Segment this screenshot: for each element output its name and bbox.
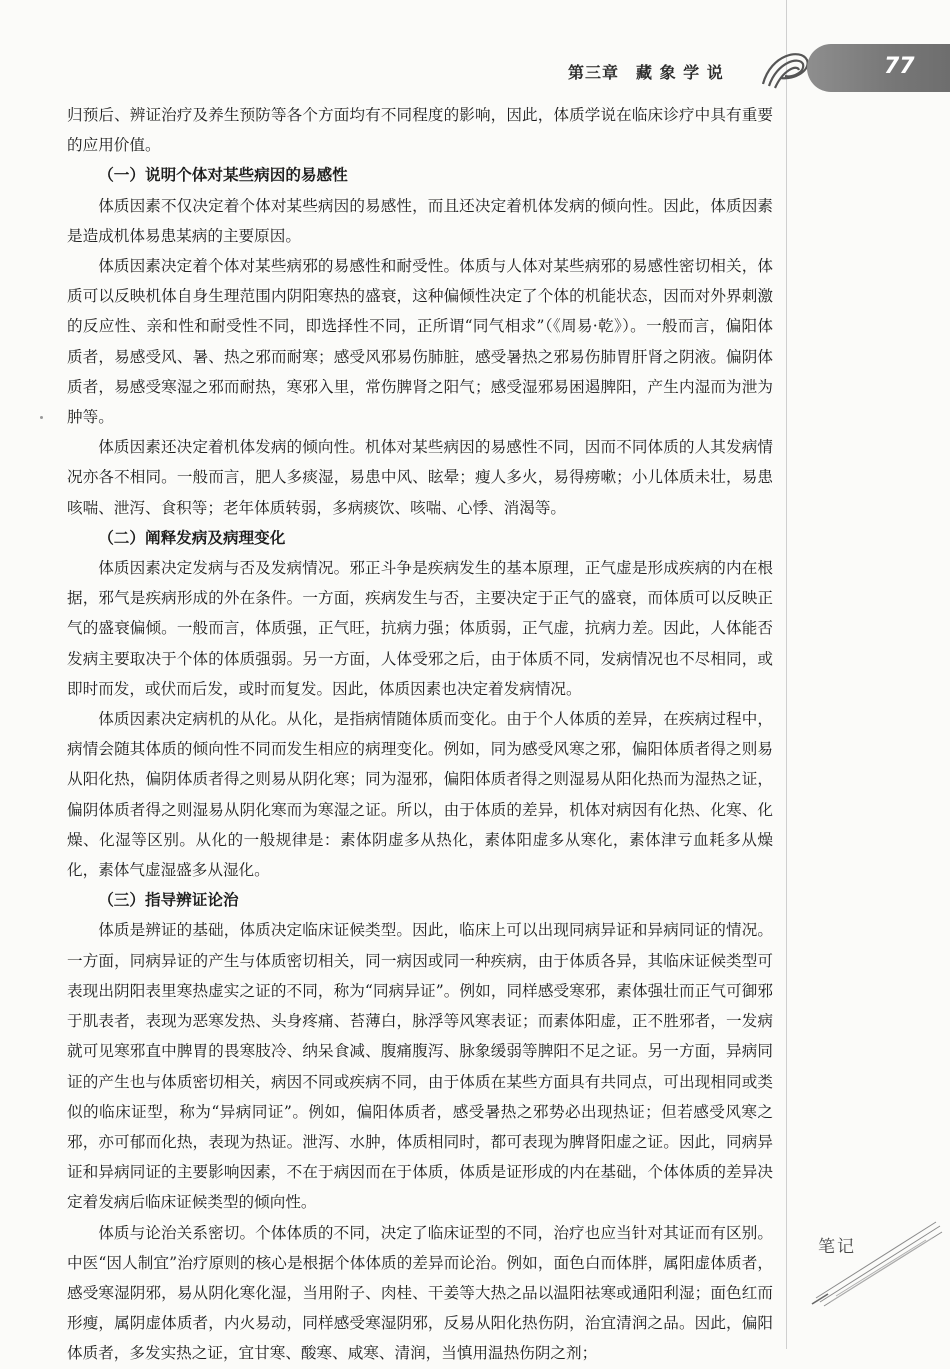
paragraph: 体质因素决定病机的从化。从化，是指病情随体质而变化。由于个人体质的差异，在疾病过程中，病情会随其体质的倾向性不同而发生相应的病理变化。例如，同为感受风寒之邪，偏阳体质者得之则易从阳化热，偏阴体质者得之则易从阴化寒；同为湿邪，偏阳体质者得之则湿易从阳化热而为湿热之证，偏阴体质者得之则湿易从阴化寒而为寒湿之证。所以，由于体质的差异，机体对病因有化热、化寒、化燥、化湿等区别。从化的一般规律是：素体阴虚多从热化，素体阳虚多从寒化，素体津亏血耗多从燥化，素体气虚湿盛多从湿化。 xyxy=(67,710,773,880)
section-heading: （三）指导辨证论治 xyxy=(98,891,239,910)
margin-rule xyxy=(786,0,787,1349)
notes-label: 笔记 xyxy=(818,1237,856,1257)
paragraph: 体质因素决定发病与否及发病情况。邪正斗争是疾病发生的基本原理，正气虚是形成疾病的内在根据，邪气是疾病形成的外在条件。一方面，疾病发生与否，主要决定于正气的盛衰，而体质可以反映正气的盛衰偏倾。一般而言，体质强，正气旺，抗病力强；体质弱，正气虚，抗病力差。因此，人体能否发病主要取决于个体的体质强弱。另一方面，人体受邪之后，由于体质不同，发病情况也不尽相同，或即时而发，或伏而后发，或时而复发。因此，体质因素也决定着发病情况。 xyxy=(67,559,773,698)
body-text xyxy=(67,100,773,1369)
paragraph: 体质与论治关系密切。个体体质的不同，决定了临床证型的不同，治疗也应当针对其证而有区别。中医“因人制宜”治疗原则的核心是根据个体体质的差异而论治。例如，面色白而体胖，属阳虚体质者，感受寒湿阴邪，易从阴化寒化湿，当用附子、肉桂、干姜等大热之品以温阳祛寒或通阳利湿；面色红而形瘦，属阴虚体质者，内火易动，同样感受寒湿阴邪，反易从阳化热伤阴，治宜清润之品。因此，偏阳体质者，多发实热之证，宜甘寒、酸寒、咸寒、清润，当慎用温热伤阴之剂； xyxy=(67,1223,773,1363)
paragraph: 体质因素不仅决定着个体对某些病因的易感性，而且还决定着机体发病的倾向性。因此，体质因素是造成机体易患某病的主要原因。 xyxy=(67,196,773,245)
paragraph: 体质因素还决定着机体发病的倾向性。机体对某些病因的易感性不同，因而不同体质的人其发病情况亦各不相同。一般而言，肥人多痰湿，易患中风、眩晕；瘦人多火，易得痨嗽；小儿体质未壮，易患咳喘、泄泻、食积等；老年体质转弱，多病痰饮、咳喘、心悸、消渴等。 xyxy=(67,438,773,517)
page-header xyxy=(520,54,950,94)
pencil-icon xyxy=(806,1210,946,1310)
section-heading: （一）说明个体对某些病因的易感性 xyxy=(98,166,348,185)
page-number: 77 xyxy=(884,54,915,79)
section-heading: （二）阐释发病及病理变化 xyxy=(98,528,286,547)
scan-speck xyxy=(40,416,43,419)
paragraph: 归预后、辨证治疗及养生预防等各个方面均有不同程度的影响，因此，体质学说在临床诊疗中具有重要的应用价值。 xyxy=(67,106,773,155)
swirl-logo-icon xyxy=(755,44,815,92)
page-number-tab xyxy=(807,44,950,92)
paragraph: 体质是辨证的基础，体质决定临床证候类型。因此，临床上可以出现同病异证和异病同证的情况。一方面，同病异证的产生与体质密切相关，同一病因或同一种疾病，由于体质各异，其临床证候类型可表现出阴阳表里寒热虚实之证的不同，称为“同病异证”。例如，同样感受寒邪，素体强壮而正气可御邪于肌表者，表现为恶寒发热、头身疼痛、苔薄白，脉浮等风寒表证；而素体阳虚，正不胜邪者，一发病就可见寒邪直中脾胃的畏寒肢冷、纳呆食减、腹痛腹泻、脉象缓弱等脾阳不足之证。另一方面，异病同证的产生也与体质密切相关，病因不同或疾病不同，由于体质在某些方面具有共同点，可出现相同或类似的临床证型，称为“异病同证”。例如，偏阳体质者，感受暑热之邪势必出现热证；但若感受风寒之邪，亦可郁而化热，表现为热证。泄泻、水肿，体质相同时，都可表现为脾肾阳虚之证。因此，同病异证和异病同证的主要影响因素，不在于病因而在于体质，体质是证形成的内在基础，个体体质的差异决定着发病后临床证候类型的倾向性。 xyxy=(67,921,773,1212)
paragraph: 体质因素决定着个体对某些病邪的易感性和耐受性。体质与人体对某些病邪的易感性密切相关，体质可以反映机体自身生理范围内阴阳寒热的盛衰，这种偏倾性决定了个体的机能状态，因而对外界刺激的反应性、亲和性和耐受性不同，即选择性不同，正所谓“同气相求”（《周易·乾》）。一般而言，偏阳体质者，易感受风、暑、热之邪而耐寒；感受风邪易伤肺脏，感受暑热之邪易伤肺胃肝肾之阴液。偏阴体质者，易感受寒湿之邪而耐热，寒邪入里，常伤脾肾之阳气；感受湿邪易困遏脾阳，产生内湿而为泄为肿等。 xyxy=(67,257,773,427)
chapter-title: 第三章 藏 象 学 说 xyxy=(568,63,724,82)
